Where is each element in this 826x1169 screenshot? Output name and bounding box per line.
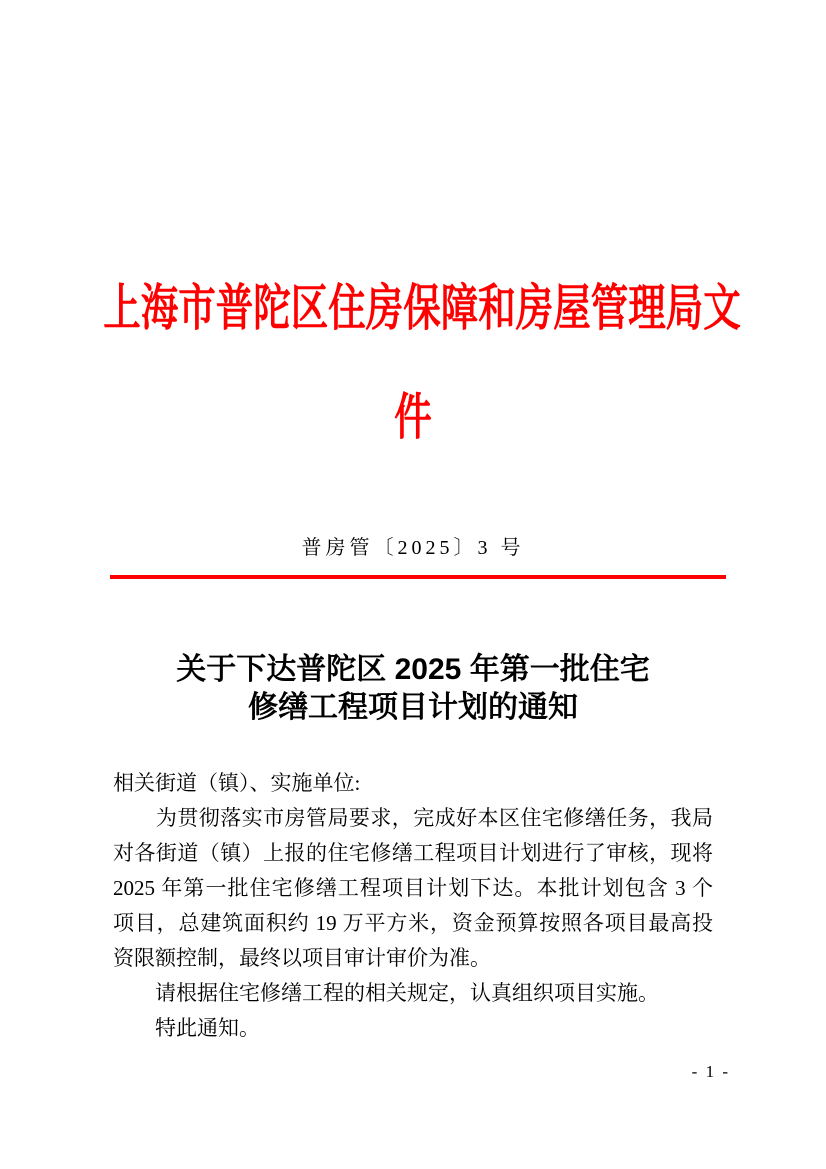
letterhead-agency-title-line2: 件 xyxy=(394,389,432,445)
body-line: 2025 年第一批住宅修缮工程项目计划下达。本批计划包含 3 个 xyxy=(113,876,713,900)
body-line: 对各街道（镇）上报的住宅修缮工程项目计划进行了审核，现将 xyxy=(113,841,713,865)
document-title-line1: 关于下达普陀区 2025 年第一批住宅 xyxy=(176,653,650,686)
body-line: 为贯彻落实市房管局要求，完成好本区住宅修缮任务，我局 xyxy=(113,806,713,830)
letterhead-agency-title-line1: 上海市普陀区住房保障和房屋管理局文 xyxy=(103,280,741,336)
document-title xyxy=(0,651,826,727)
document-body xyxy=(113,766,713,1046)
letterhead-divider-rule xyxy=(110,575,726,579)
document-title-line2: 修缮工程项目计划的通知 xyxy=(248,691,578,724)
body-line: 项目，总建筑面积约 19 万平方米，资金预算按照各项目最高投 xyxy=(113,911,713,935)
document-reference-number: 普房管〔2025〕3 号 xyxy=(301,537,525,559)
salutation-line: 相关街道（镇）、实施单位: xyxy=(113,771,361,795)
page-number: - 1 - xyxy=(691,1062,730,1081)
body-line: 请根据住宅修缮工程的相关规定，认真组织项目实施。 xyxy=(113,981,659,1005)
body-line: 资限额控制，最终以项目审计审价为准。 xyxy=(113,946,491,970)
body-line-closing: 特此通知。 xyxy=(113,1016,260,1040)
